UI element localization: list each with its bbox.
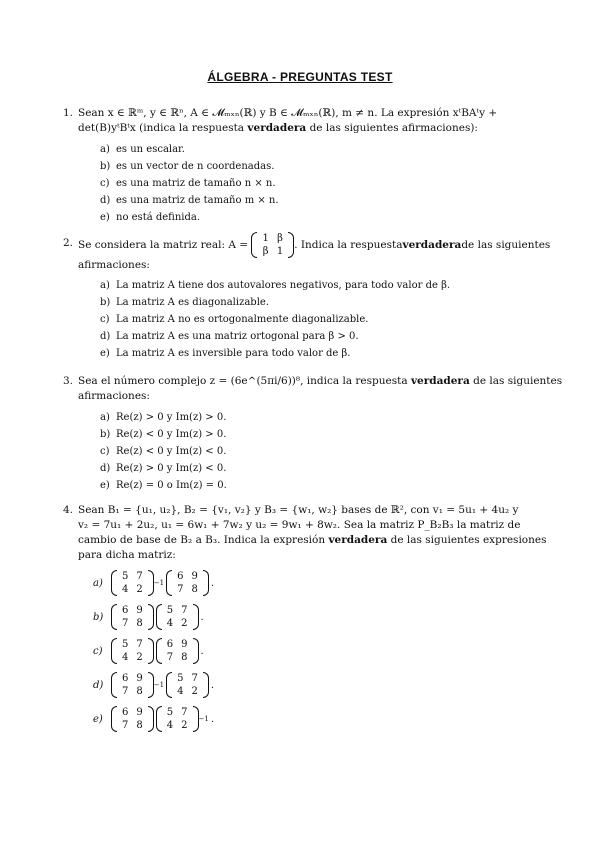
option[interactable]: b) es un vector de n coordenadas. xyxy=(100,161,275,172)
option[interactable]: c) es una matriz de tamaño n × n. xyxy=(100,178,276,189)
option[interactable]: a) es un escalar. xyxy=(100,144,185,155)
question-stem-line: Se considera la matriz real: A = 1 β β 1 . Indica la respuesta verdadera de las siguientes xyxy=(78,233,551,257)
matrix: 5 7 4 2 xyxy=(111,570,154,596)
question-stem-line: afirmaciones: xyxy=(78,390,150,402)
question-stem-line: cambio de base de B₂ a B₃. Indica la expresión verdadera de las siguientes expresiones xyxy=(78,534,547,546)
question-number: 4. xyxy=(63,504,74,516)
matrix: 5 7 4 2 xyxy=(156,604,199,630)
option[interactable]: a) Re(z) > 0 y Im(z) > 0. xyxy=(100,412,227,423)
option[interactable]: d) La matriz A es una matriz ortogonal para β > 0. xyxy=(100,331,359,342)
matrix: 6 9 7 8 xyxy=(156,638,199,664)
option[interactable]: a) La matriz A tiene dos autovalores negativos, para todo valor de β. xyxy=(100,280,451,291)
option[interactable]: b) La matriz A es diagonalizable. xyxy=(100,297,270,308)
question-3 xyxy=(63,374,563,404)
option[interactable]: e) 6 9 7 8 5 7 4 2 −1 . xyxy=(93,707,215,731)
question-4 xyxy=(63,503,547,563)
option[interactable]: c) 5 7 4 2 6 9 7 8 . xyxy=(93,639,204,663)
question-number: 3. xyxy=(63,375,74,387)
question-number: 1. xyxy=(63,107,74,119)
matrix-A: 1 β β 1 xyxy=(251,232,294,258)
option[interactable]: d) 6 9 7 8 −1 5 7 4 2 . xyxy=(93,673,215,697)
question-1-options xyxy=(100,141,279,226)
matrix: 6 9 7 8 xyxy=(111,604,154,630)
matrix: 6 9 7 8 xyxy=(111,672,154,698)
matrix: 5 7 4 2 xyxy=(166,672,209,698)
option[interactable]: c) Re(z) < 0 y Im(z) < 0. xyxy=(100,446,227,457)
option[interactable]: a) 5 7 4 2 −1 6 9 7 8 . xyxy=(93,571,215,595)
question-stem-line: det(B)yᵗBᵗx (indica la respuesta verdadera de las siguientes afirmaciones): xyxy=(78,122,478,134)
question-stem-line: para dicha matriz: xyxy=(78,549,176,561)
question-stem-line: Sean B₁ = {u₁, u₂}, B₂ = {v₁, v₂} y B₃ = {w₁, w₂} bases de ℝ², con v₁ = 5u₁ + 4u₂ y xyxy=(78,504,519,516)
option[interactable]: e) no está definida. xyxy=(100,212,201,223)
matrix: 5 7 4 2 xyxy=(111,638,154,664)
question-2-options xyxy=(100,277,450,362)
option[interactable]: d) es una matriz de tamaño m × n. xyxy=(100,195,279,206)
matrix: 6 9 7 8 xyxy=(166,570,209,596)
matrix: 5 7 4 2 xyxy=(156,706,199,732)
question-number: 2. xyxy=(63,237,74,249)
option[interactable]: d) Re(z) > 0 y Im(z) < 0. xyxy=(100,463,227,474)
option[interactable]: c) La matriz A no es ortogonalmente diagonalizable. xyxy=(100,314,369,325)
option[interactable]: b) 6 9 7 8 5 7 4 2 . xyxy=(93,605,204,629)
option[interactable]: e) Re(z) = 0 o Im(z) = 0. xyxy=(100,480,227,491)
question-stem-line: Sea el número complejo z = (6e^(5πi/6))⁸, indica la respuesta verdadera de las siguientes xyxy=(78,375,563,387)
matrix: 6 9 7 8 xyxy=(111,706,154,732)
question-stem-line: v₂ = 7u₁ + 2u₂, u₁ = 6w₁ + 7w₂ y u₂ = 9w₁ + 8w₂. Sea la matriz P_B₂B₃ la matriz de xyxy=(78,519,521,531)
page-title: ÁLGEBRA - PREGUNTAS TEST xyxy=(207,70,393,84)
option[interactable]: b) Re(z) < 0 y Im(z) > 0. xyxy=(100,429,227,440)
question-stem-line: afirmaciones: xyxy=(78,259,150,271)
question-2 xyxy=(63,232,551,273)
question-1 xyxy=(63,106,523,136)
option[interactable]: e) La matriz A es inversible para todo valor de β. xyxy=(100,348,351,359)
question-stem-line: Sean x ∈ ℝᵐ, y ∈ ℝⁿ, A ∈ 𝓜ₘₓₙ(ℝ) y B ∈ 𝓜ₘₓₙ(ℝ), m ≠ n. La expresión xᵗBAᵗy + xyxy=(78,107,498,119)
question-3-options xyxy=(100,409,227,494)
